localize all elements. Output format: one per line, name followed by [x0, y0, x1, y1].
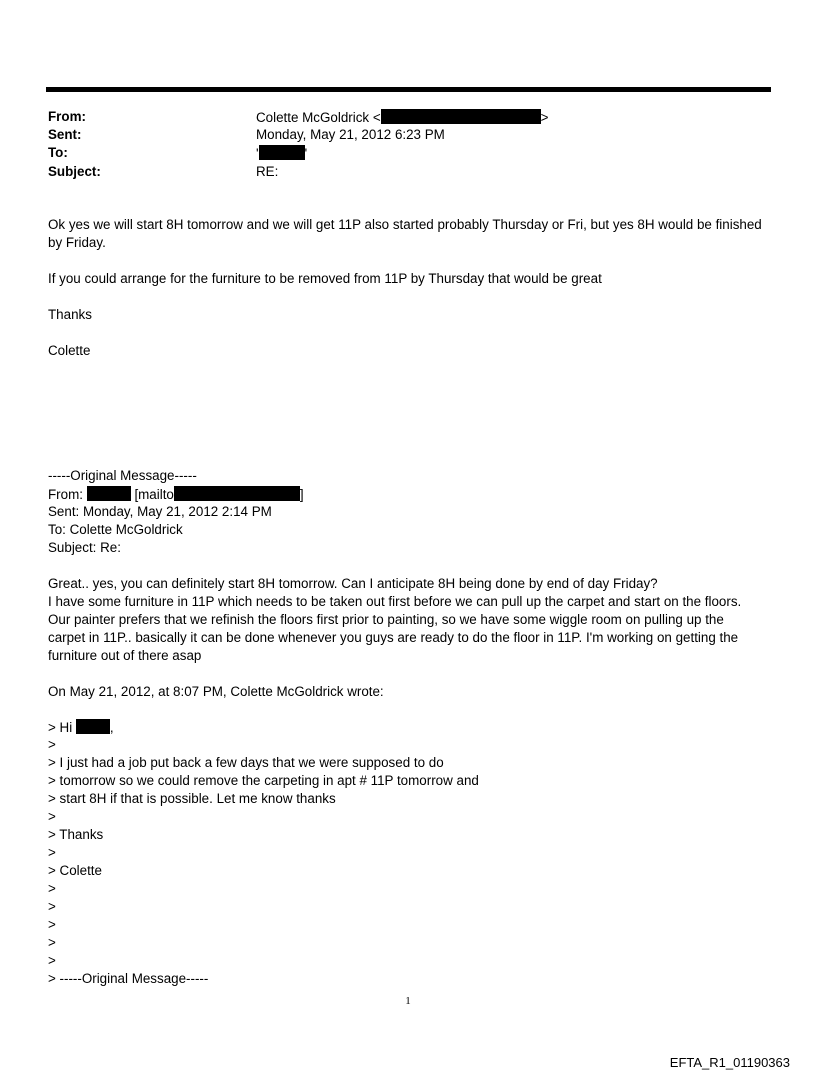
from-label: From: [48, 109, 86, 124]
quoted-line: > [48, 917, 56, 932]
body-paragraph-2: If you could arrange for the furniture to be removed from 11P by Thursday that would be great [48, 271, 602, 286]
quoted-line: > [48, 899, 56, 914]
page-number: 1 [405, 995, 411, 1007]
to-value [256, 145, 307, 161]
quoted-line: > [48, 809, 56, 824]
original-body-line: Our painter prefers that we refinish the floors first prior to painting, so we have some wiggle room on pulling up the [48, 612, 724, 627]
quoted-line: > Thanks [48, 827, 104, 842]
original-from-label: From: [48, 487, 83, 502]
redaction-box [76, 719, 110, 734]
body-paragraph-1-line-2: by Friday. [48, 235, 106, 250]
quoted-line: > I just had a job put back a few days that we were supposed to do [48, 755, 444, 770]
redaction-box [87, 486, 131, 501]
to-close: ' [304, 146, 308, 161]
original-mailto-close: ] [299, 487, 304, 502]
redaction-box [259, 145, 305, 160]
to-open: ' [256, 146, 259, 161]
sent-label: Sent: [48, 127, 82, 142]
redaction-box [174, 486, 300, 501]
subject-value: RE: [256, 164, 279, 179]
from-close: > [540, 110, 549, 125]
original-to: To: Colette McGoldrick [48, 522, 183, 537]
original-mailto-label: [mailto [134, 487, 174, 502]
quoted-greeting-prefix: > Hi [48, 720, 73, 735]
body-paragraph-1-line-1: Ok yes we will start 8H tomorrow and we will get 11P also started probably Thursday or Fri, but yes 8H would be finished [48, 217, 762, 232]
from-value [256, 109, 548, 125]
quoted-greeting-suffix: , [109, 720, 114, 735]
quoted-line: > start 8H if that is possible. Let me know thanks [48, 791, 336, 806]
original-from [48, 486, 304, 502]
quoted-line: > [48, 845, 56, 860]
quoted-line: > Colette [48, 863, 102, 878]
body-signature: Colette [48, 343, 91, 358]
original-body-line: furniture out of there asap [48, 648, 202, 663]
quoted-greeting [48, 719, 114, 735]
original-body-line: Great.. yes, you can definitely start 8H tomorrow. Can I anticipate 8H being done by end of day Friday? [48, 576, 658, 591]
from-name: Colette McGoldrick < [256, 110, 381, 125]
to-label: To: [48, 145, 68, 160]
quoted-line: > [48, 935, 56, 950]
quoted-line: > [48, 953, 56, 968]
subject-label: Subject: [48, 164, 101, 179]
sent-value: Monday, May 21, 2012 6:23 PM [256, 127, 445, 142]
quoted-line: > [48, 881, 56, 896]
original-divider: -----Original Message----- [48, 468, 197, 483]
quoted-line: > [48, 737, 56, 752]
redaction-box [381, 109, 541, 124]
original-subject: Subject: Re: [48, 540, 121, 555]
quoted-line: > tomorrow so we could remove the carpeting in apt # 11P tomorrow and [48, 773, 479, 788]
original-body-line: carpet in 11P.. basically it can be done whenever you guys are ready to do the floor in 11P. I'm working on getting the [48, 630, 739, 645]
original-wrote-line: On May 21, 2012, at 8:07 PM, Colette McGoldrick wrote: [48, 684, 384, 699]
body-thanks: Thanks [48, 307, 92, 322]
bates-number: EFTA_R1_01190363 [669, 1055, 790, 1070]
quoted-line: > -----Original Message----- [48, 971, 209, 986]
header-rule [46, 87, 771, 92]
original-body-line: I have some furniture in 11P which needs to be taken out first before we can pull up the carpet and start on the floors. [48, 594, 742, 609]
original-sent: Sent: Monday, May 21, 2012 2:14 PM [48, 504, 272, 519]
